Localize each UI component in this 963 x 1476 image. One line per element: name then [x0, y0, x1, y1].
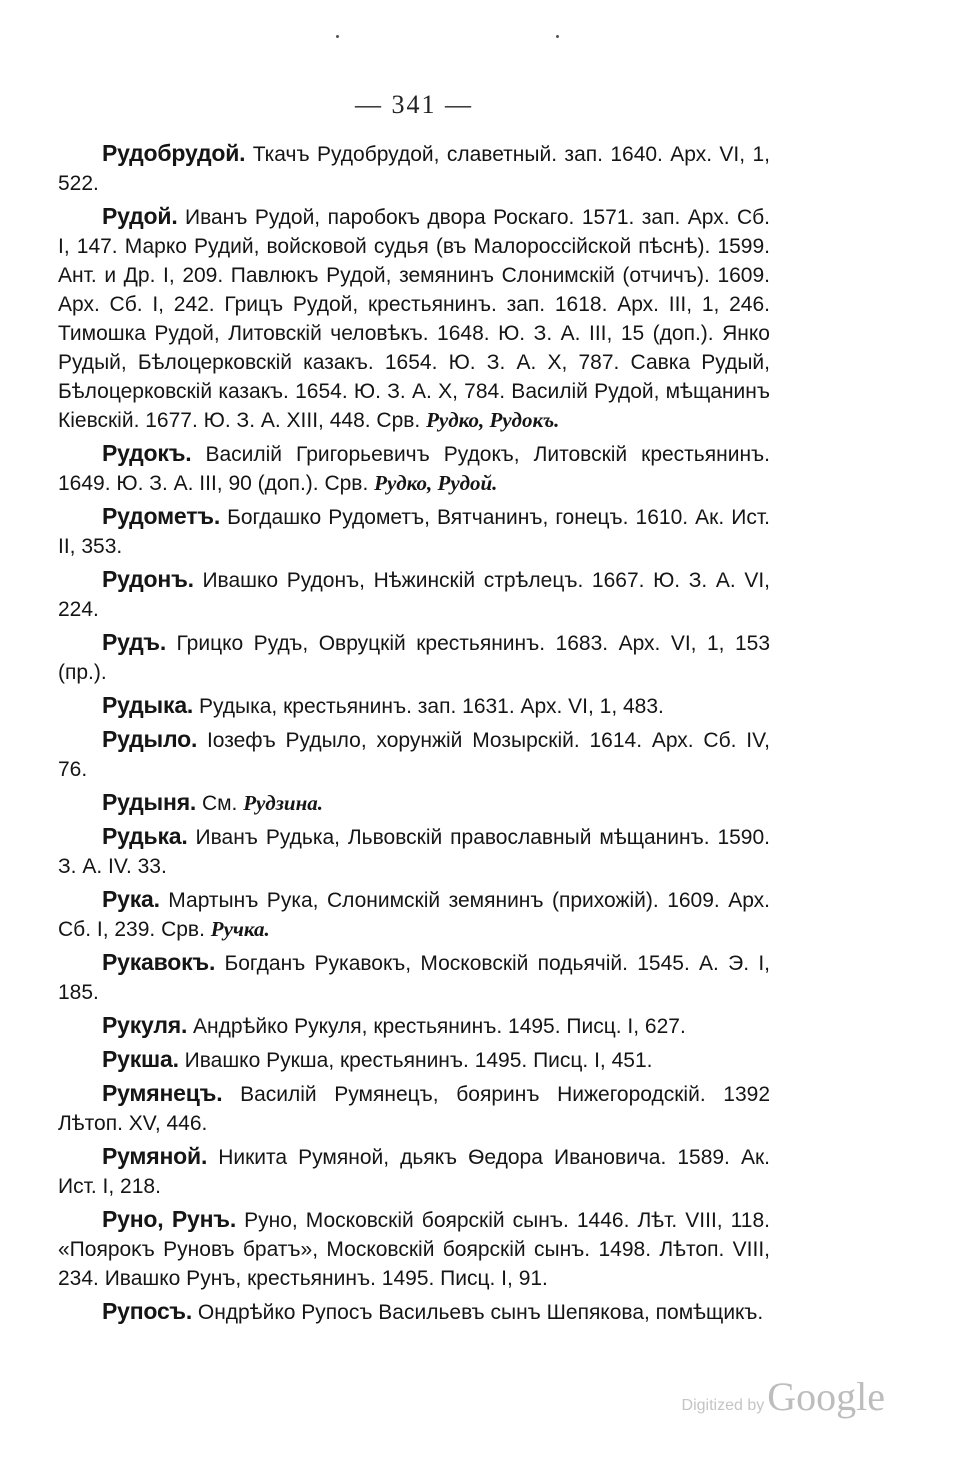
dictionary-entry [58, 1205, 770, 1293]
entry-text: Мартынъ Рука, Слонимскій земянинъ (прихожій). 1609. Арх. Сб. I, 239. Срв. [58, 889, 770, 941]
dictionary-entry [58, 1045, 770, 1075]
dictionary-entry [58, 439, 770, 498]
page-number: — 341 — [355, 90, 473, 119]
entry-headword: Рупосъ. [102, 1298, 193, 1324]
entry-cross-reference: Ручка. [210, 917, 270, 941]
entry-text: Никита Румяной, дьякъ Ѳедора Ивановича. 1589. Ак. Ист. I, 218. [58, 1146, 770, 1198]
entry-text: Руно, Московскій боярскій сынъ. 1446. Лѣт. VIII, 118. «Пояроκъ Руновъ братъ», Московскій боярскій сынъ. 1498. Лѣтоп. VIII, 234. Ивашко Рунъ, крестьянинъ. 1495. Писц. I, 91. [58, 1209, 770, 1290]
entry-headword: Рудокъ. [102, 440, 192, 466]
dictionary-entry [58, 725, 770, 784]
entry-headword: Рука. [102, 886, 160, 912]
entry-headword: Рукша. [102, 1046, 179, 1072]
dictionary-entry [58, 1079, 770, 1138]
dictionary-entry [58, 628, 770, 687]
entry-text: Иванъ Рудька, Львовскій православный мѣщанинъ. 1590. З. А. IV. 33. [58, 826, 770, 878]
dictionary-entry [58, 565, 770, 624]
entry-headword: Рудъ. [102, 629, 167, 655]
dictionary-entry [58, 1142, 770, 1201]
entry-text: Ондрѣйко Рупосъ Васильевъ сынъ Шепякова, помѣщикъ. [192, 1301, 764, 1324]
entry-headword: Рудобрудой. [102, 140, 246, 166]
entry-text: Грицко Рудъ, Овруцкій крестьянинъ. 1683. Арх. VI, 1, 153 (пр.). [58, 632, 770, 684]
entry-headword: Рукуля. [102, 1012, 188, 1038]
entry-text: Василій Григорьевичъ Рудокъ, Литовскій крестьянинъ. 1649. Ю. З. А. III, 90 (доп.). Срв. [58, 443, 770, 495]
entry-text: Богдашко Рудометъ, Вятчанинъ, гонецъ. 1610. Ак. Ист. II, 353. [58, 506, 770, 558]
dictionary-entry [58, 788, 770, 818]
entry-headword: Румянецъ. [102, 1080, 223, 1106]
entry-text: См. [196, 792, 244, 815]
dictionary-entry [58, 948, 770, 1007]
digitized-watermark [682, 1373, 885, 1420]
entry-text: Иванъ Рудой, паробокъ двора Роскаго. 1571. зап. Арх. Сб. I, 147. Марко Рудий, войсковой судья (въ Малороссійской пѣснѣ). 1599. Ант. и Др. I, 209. Павлюкъ Рудой, земянинъ Слонимскій (отчичъ). 1609. Арх. Сб. I, 242. Грицъ Рудой, крестьянинъ. зап. 1618. Арх. III, 1, 246. Тимошка Рудой, Литовскій человѣкъ. 1648. Ю. З. А. III, 15 (доп.). Янко Рудый, Бѣлоцерковскій казакъ. 1654. Ю. З. А. X, 787. Савка Рудый, Бѣлоцерковскій казакъ. 1654. Ю. З. А. X, 784. Василій Рудой, мѣщанинъ Кіевскій. 1677. Ю. З. А. XIII, 448. Срв. [58, 206, 770, 432]
entry-text: Ткачъ Рудобрудой, славетный. зап. 1640. Арх. VI, 1, 522. [58, 143, 770, 195]
entry-cross-reference: Рудко, Рудой. [374, 471, 498, 495]
entry-text: Андрѣйко Рукуля, крестьянинъ. 1495. Писц. I, 627. [187, 1015, 686, 1038]
entry-headword: Рудька. [102, 823, 188, 849]
dictionary-entry [58, 885, 770, 944]
entry-text: Ивашко Рукша, крестьянинъ. 1495. Писц. I, 451. [178, 1049, 653, 1072]
entry-headword: Рудыло. [102, 726, 198, 752]
entry-headword: Рудой. [102, 203, 178, 229]
book-page [58, 0, 770, 1476]
entry-headword: Рудыка. [102, 692, 194, 718]
dictionary-entry [58, 502, 770, 561]
entry-headword: Рудонъ. [102, 566, 194, 592]
entry-text: Рудыка, крестьянинъ. зап. 1631. Арх. VI, 1, 483. [193, 695, 664, 718]
google-logo: Google [767, 1374, 885, 1419]
dictionary-entry [58, 139, 770, 198]
entry-cross-reference: Рудзина. [243, 791, 324, 815]
dictionary-entry [58, 202, 770, 435]
entry-headword: Рудометъ. [102, 503, 221, 529]
entry-headword: Румяной. [102, 1143, 208, 1169]
dictionary-entry [58, 691, 770, 721]
entry-text: Богданъ Рукавокъ, Московскій подьячій. 1545. А. Э. I, 185. [58, 952, 770, 1004]
entry-headword: Рудыня. [102, 789, 197, 815]
watermark-prefix: Digitized by [681, 1397, 765, 1414]
entry-text: Ивашко Рудонъ, Нѣжинскій стрѣлецъ. 1667. Ю. З. А. VI, 224. [58, 569, 770, 621]
dictionary-entries [58, 139, 770, 1331]
entry-cross-reference: Рудко, Рудокъ. [426, 408, 560, 432]
dictionary-entry [58, 1011, 770, 1041]
entry-text: Василій Румянецъ, бояринъ Нижегородскій. 1392 Лѣтоп. XV, 446. [58, 1083, 770, 1135]
entry-text: Іозефъ Рудыло, хорунжій Мозырскій. 1614. Арх. Сб. IV, 76. [58, 729, 770, 781]
entry-headword: Рукавокъ. [102, 949, 216, 975]
entry-headword: Руно, Рунъ. [102, 1206, 237, 1232]
dictionary-entry [58, 822, 770, 881]
dictionary-entry [58, 1297, 770, 1327]
